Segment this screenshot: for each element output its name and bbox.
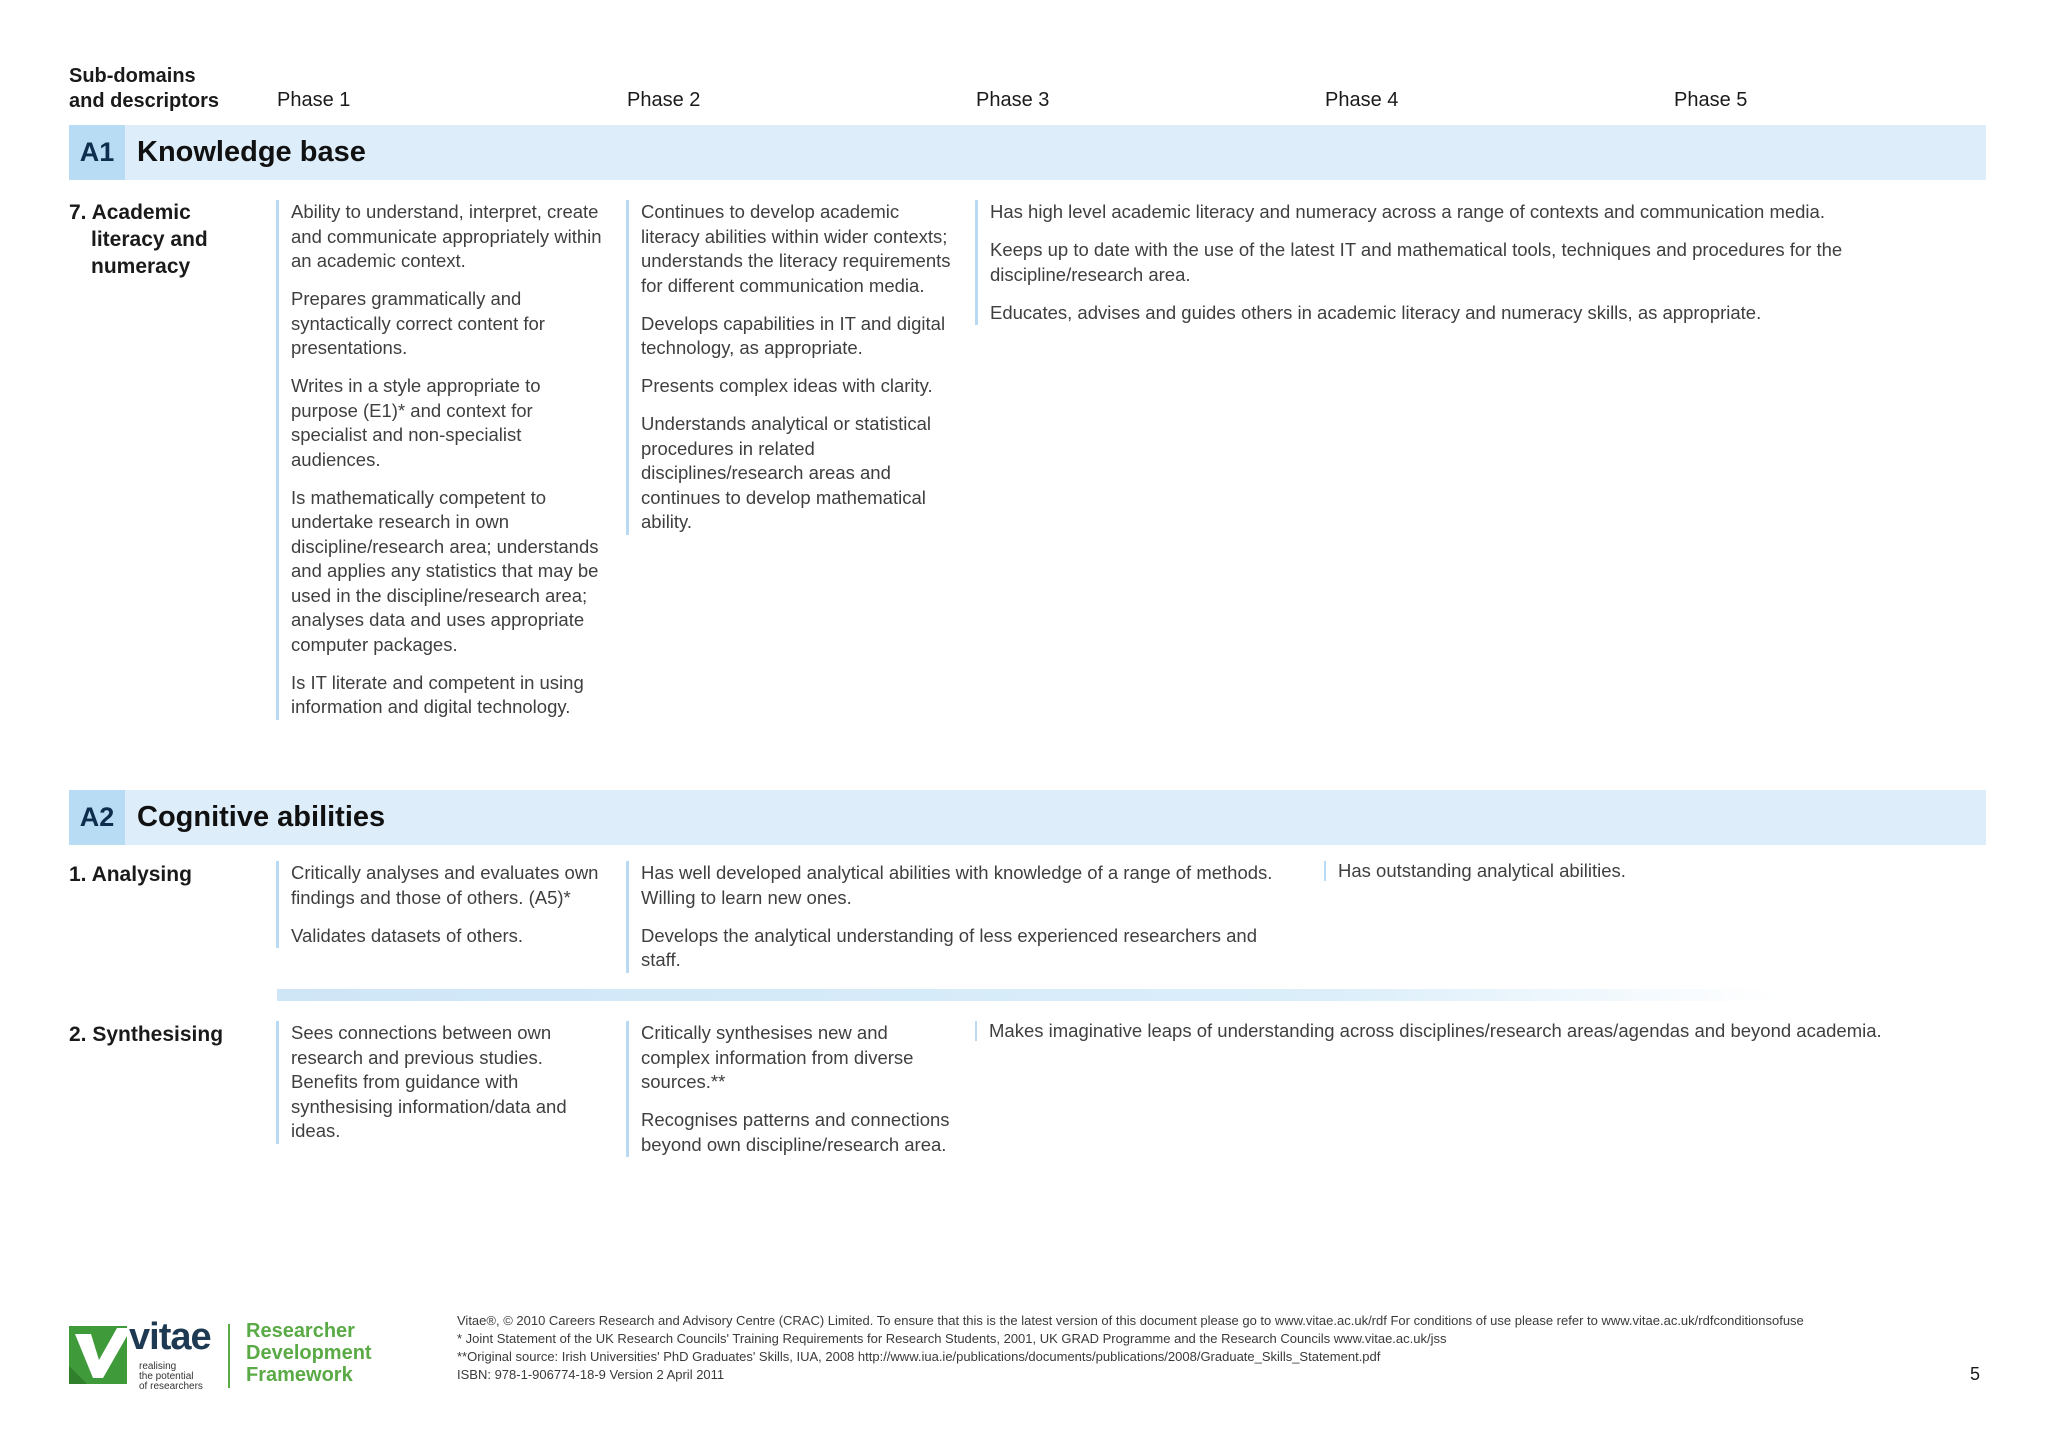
footer-line: ISBN: 978-1-906774-18-9 Version 2 April 2011	[457, 1367, 725, 1382]
descriptor-cell-a1-phase3-5	[975, 200, 1890, 325]
footer-line: Vitae®, © 2010 Careers Research and Advisory Centre (CRAC) Limited. To ensure that this is the latest version of this document please go to www.vitae.ac.uk/rdf For conditions of use please refer to www.vitae.ac.uk/rdfconditionsofuse	[457, 1313, 1804, 1328]
descriptor-cell-analysing-phase2-3	[626, 861, 1301, 973]
footer-line: **Original source: Irish Universities' PhD Graduates' Skills, IUA, 2008 http://www.iua.ie/publications/documents/publications/2008/Graduate_Skills_Statement.pdf	[457, 1349, 1381, 1364]
phase-2-header: Phase 2	[627, 89, 701, 111]
descriptor: Keeps up to date with the use of the latest IT and mathematical tools, techniques and procedures for the discipline/research area.	[990, 239, 1843, 285]
phase-1-header: Phase 1	[277, 89, 351, 111]
logo-separator	[228, 1324, 230, 1388]
phase-3-header: Phase 3	[976, 89, 1050, 111]
descriptor: Continues to develop academic literacy abilities within wider contexts; understands the literacy requirements for different communication media.	[641, 201, 951, 296]
rdf-line: Development	[246, 1342, 372, 1364]
descriptor: Develops capabilities in IT and digital technology, as appropriate.	[641, 312, 946, 358]
descriptor: Critically analyses and evaluates own findings and those of others. (A5)*	[291, 862, 599, 908]
section-title: Cognitive abilities	[137, 801, 386, 833]
rdf-line: Researcher	[246, 1320, 355, 1342]
descriptor: Recognises patterns and connections beyond own discipline/research area.	[641, 1109, 950, 1155]
subdomain-academic-literacy	[69, 199, 208, 280]
subdomain-label: 7. Academic	[69, 201, 191, 224]
section-bar-a1	[69, 125, 1986, 180]
descriptor: Understands analytical or statistical procedures in related disciplines/research areas and continues to develop mathematical ability.	[641, 413, 931, 532]
descriptor-cell-analysing-phase1	[276, 861, 609, 948]
phase-4-header: Phase 4	[1325, 89, 1399, 111]
descriptor: Is mathematically competent to undertake research in own discipline/research area; understands and applies any statistics that may be used in the discipline/research area; analyses data and uses appropriate computer packages.	[291, 486, 599, 655]
descriptor: Has high level academic literacy and numeracy across a range of contexts and communication media.	[990, 201, 1825, 222]
section-title: Knowledge base	[137, 136, 366, 168]
descriptor-cell-analysing-phase4-5	[1324, 861, 1938, 881]
descriptor-cell-synthesising-phase2	[626, 1021, 959, 1157]
descriptor-cell-a1-phase2	[626, 200, 959, 535]
subdomains-header-line2: and descriptors	[69, 90, 220, 112]
rdf-title	[246, 1320, 372, 1386]
subdomain-analysing	[69, 861, 192, 888]
descriptor: Has well developed analytical abilities with knowledge of a range of methods. Willing to learn new ones.	[641, 862, 1273, 908]
vitae-tagline	[139, 1362, 203, 1392]
subdomains-header	[69, 64, 219, 114]
subdomain-synthesising	[69, 1021, 223, 1048]
descriptor: Validates datasets of others.	[291, 924, 524, 946]
tagline-line: of researchers	[139, 1381, 203, 1392]
phase-5-header: Phase 5	[1674, 89, 1748, 111]
descriptor: Educates, advises and guides others in academic literacy and numeracy skills, as appropriate.	[990, 301, 1762, 323]
subdomain-label: 1. Analysing	[69, 863, 192, 886]
subdomains-header-line1: Sub-domains	[69, 65, 196, 87]
descriptor-cell-synthesising-phase1	[276, 1021, 609, 1144]
descriptor: Has outstanding analytical abilities.	[1338, 860, 1626, 881]
section-code: A1	[69, 125, 125, 180]
footer-line: * Joint Statement of the UK Research Councils' Training Requirements for Research Students, 2001, UK GRAD Programme and the Research Councils www.vitae.ac.uk/jss	[457, 1331, 1447, 1346]
descriptor: Develops the analytical understanding of less experienced researchers and staff.	[641, 924, 1258, 970]
footer-notes	[457, 1312, 1804, 1384]
vitae-logo-mark-icon	[69, 1326, 127, 1384]
vitae-wordmark: vitae	[129, 1316, 211, 1358]
vitae-logo	[69, 1316, 389, 1392]
subdomain-label-cont: numeracy	[91, 255, 191, 278]
descriptor: Is IT literate and competent in using information and digital technology.	[291, 671, 584, 717]
descriptor: Critically synthesises new and complex information from diverse sources.**	[641, 1022, 914, 1092]
rdf-line: Framework	[246, 1364, 353, 1386]
descriptor: Presents complex ideas with clarity.	[641, 375, 933, 396]
descriptor: Writes in a style appropriate to purpose (E1)* and context for specialist and non-specialist audiences.	[291, 375, 541, 470]
row-divider	[277, 989, 1777, 1001]
descriptor: Makes imaginative leaps of understanding across disciplines/research areas/agendas and beyond academia.	[989, 1020, 1882, 1041]
descriptor-cell-a1-phase1	[276, 200, 609, 720]
page-number: 5	[1970, 1364, 1981, 1384]
descriptor: Prepares grammatically and syntactically correct content for presentations.	[291, 288, 545, 358]
descriptor: Ability to understand, interpret, create and communicate appropriately within an academic context.	[291, 201, 602, 271]
section-bar-a2	[69, 790, 1986, 845]
tagline-line: the potential	[139, 1371, 194, 1382]
section-code: A2	[69, 790, 125, 845]
descriptor: Sees connections between own research and previous studies. Benefits from guidance with synthesising information/data and ideas.	[291, 1022, 567, 1141]
tagline-line: realising	[139, 1361, 177, 1372]
descriptor-cell-synthesising-phase3-5	[975, 1021, 1989, 1041]
subdomain-label-cont: literacy and	[91, 228, 208, 251]
subdomain-label: 2. Synthesising	[69, 1023, 224, 1046]
